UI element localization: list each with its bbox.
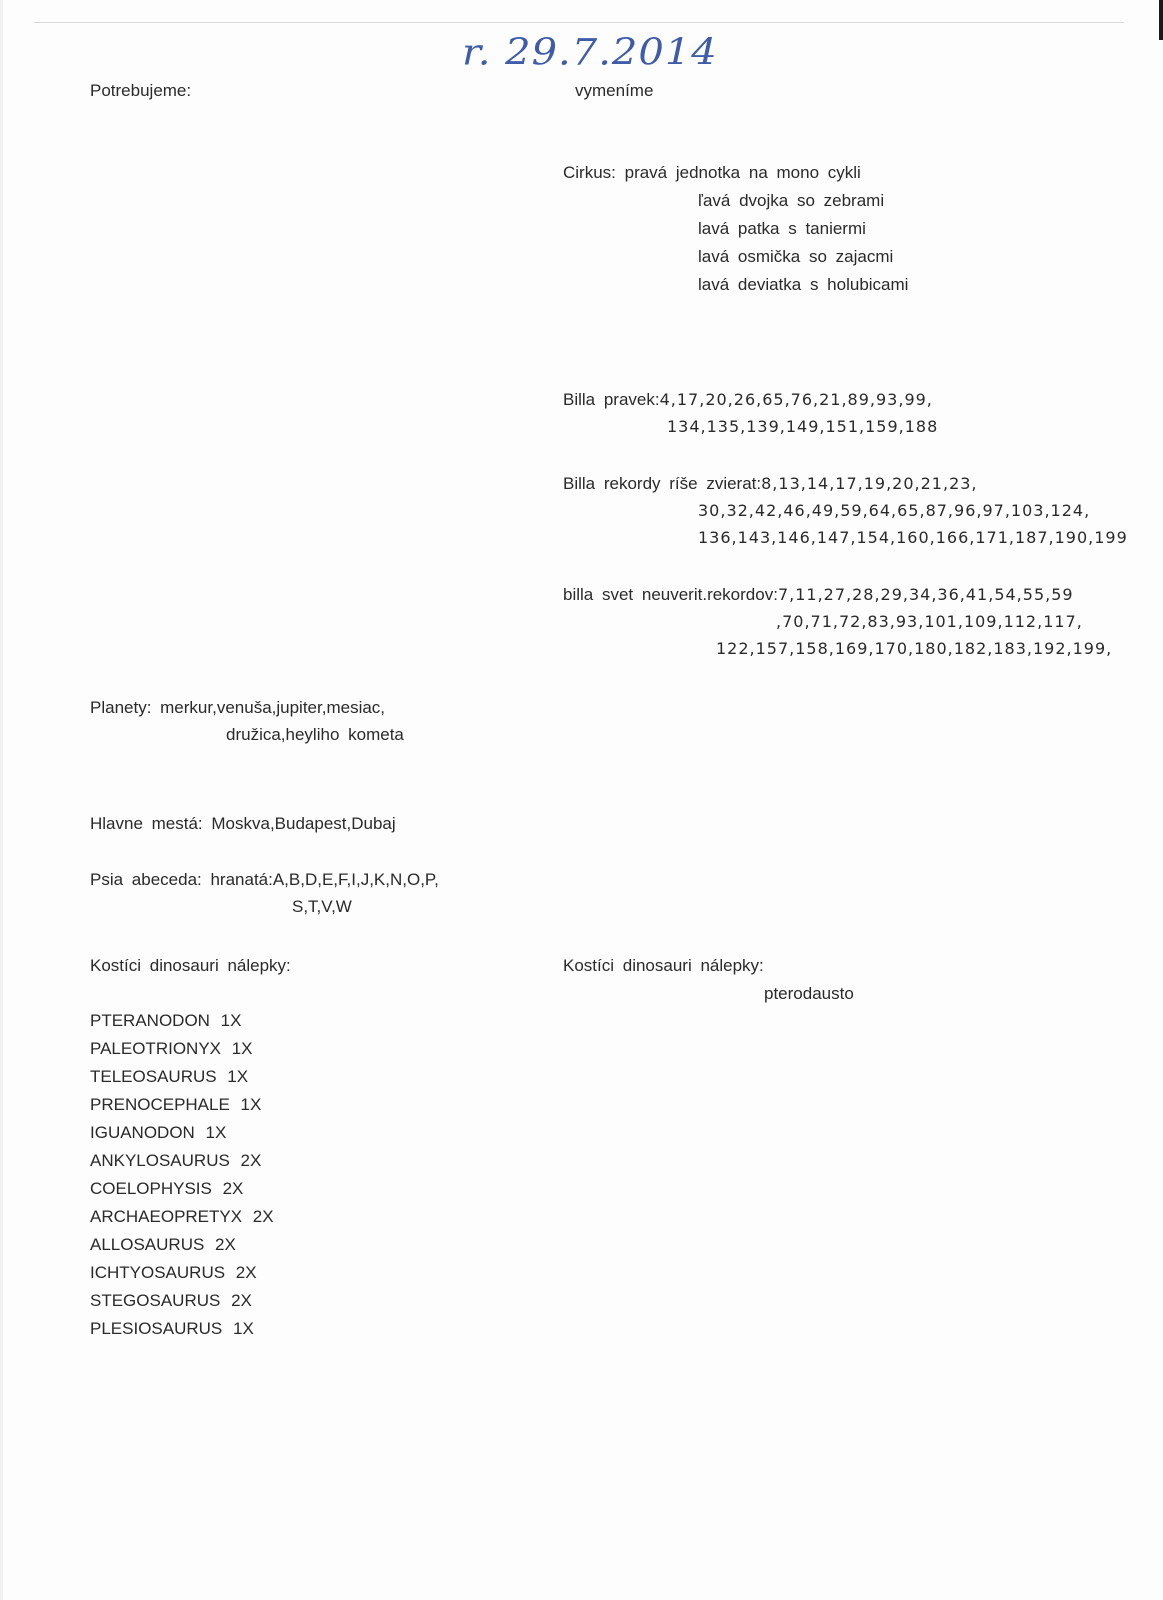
handwritten-date: r. 29.7.2014 (462, 32, 718, 74)
billa-pravek-label: Billa pravek: (563, 390, 660, 409)
cirkus-line-5: lavá deviatka s holubicami (698, 275, 909, 294)
billa-svet-line-1 (563, 581, 1074, 608)
kostici-left-title: Kostíci dinosauri nálepky: (90, 956, 291, 975)
billa-svet-numbers-3: 122,157,158,169,170,180,182,183,192,199, (716, 639, 1113, 658)
billa-svet-numbers-1: 7,11,27,28,29,34,36,41,54,55,59 (777, 585, 1074, 604)
billa-pravek-numbers-1: 4,17,20,26,65,76,21,89,93,99, (659, 390, 933, 409)
cirkus-line-4: lavá osmička so zajacmi (698, 247, 894, 266)
dino-item: TELEOSAURUS 1X (90, 1067, 249, 1086)
dino-item: ALLOSAURUS 2X (90, 1235, 236, 1254)
planety-line-2: družica,heyliho kometa (226, 725, 404, 744)
billa-svet-label: billa svet neuverit.rekordov: (563, 585, 778, 604)
billa-rekordy-numbers-2: 30,32,42,46,49,59,64,65,87,96,97,103,124, (698, 501, 1091, 520)
billa-rekordy-numbers-3: 136,143,146,147,154,160,166,171,187,190,199 (698, 528, 1128, 547)
cirkus-line-3: lavá patka s taniermi (698, 219, 866, 238)
kostici-right-title: Kostíci dinosauri nálepky: (563, 956, 764, 975)
left-header: Potrebujeme: (90, 81, 192, 100)
dino-item: COELOPHYSIS 2X (90, 1179, 244, 1198)
planety-line-1: Planety: merkur,venuša,jupiter,mesiac, (90, 698, 386, 717)
cirkus-line-2: ľavá dvojka so zebrami (698, 191, 885, 210)
dino-item: PRENOCEPHALE 1X (90, 1095, 262, 1114)
billa-svet-numbers-2: ,70,71,72,83,93,101,109,112,117, (776, 612, 1083, 631)
dino-item: IGUANODON 1X (90, 1123, 227, 1142)
billa-rekordy-label: Billa rekordy ríše zvierat: (563, 474, 762, 493)
cirkus-line-1: Cirkus: pravá jednotka na mono cykli (563, 163, 861, 182)
billa-pravek-line-1 (563, 386, 933, 413)
kostici-right-item: pterodausto (764, 984, 854, 1003)
hlavne-mesta: Hlavne mestá: Moskva,Budapest,Dubaj (90, 814, 396, 833)
dino-item: ICHTYOSAURUS 2X (90, 1263, 257, 1282)
billa-rekordy-line-1 (563, 470, 978, 497)
psia-abeceda-line-1: Psia abeceda: hranatá:A,B,D,E,F,I,J,K,N,O,P, (90, 870, 439, 889)
scan-artifact-line (34, 22, 1124, 23)
scan-artifact-edge (1159, 0, 1163, 40)
dino-item: PLESIOSAURUS 1X (90, 1319, 254, 1338)
right-header: vymeníme (575, 81, 654, 100)
dino-item: PTERANODON 1X (90, 1011, 242, 1030)
dino-item: STEGOSAURUS 2X (90, 1291, 252, 1310)
dino-item: ANKYLOSAURUS 2X (90, 1151, 262, 1170)
scan-artifact-left-edge (0, 0, 3, 1600)
dino-item: ARCHAEOPRETYX 2X (90, 1207, 274, 1226)
psia-abeceda-line-2: S,T,V,W (292, 897, 352, 916)
dino-item: PALEOTRIONYX 1X (90, 1039, 253, 1058)
billa-pravek-numbers-2: 134,135,139,149,151,159,188 (667, 417, 939, 436)
billa-rekordy-numbers-1: 8,13,14,17,19,20,21,23, (761, 474, 978, 493)
